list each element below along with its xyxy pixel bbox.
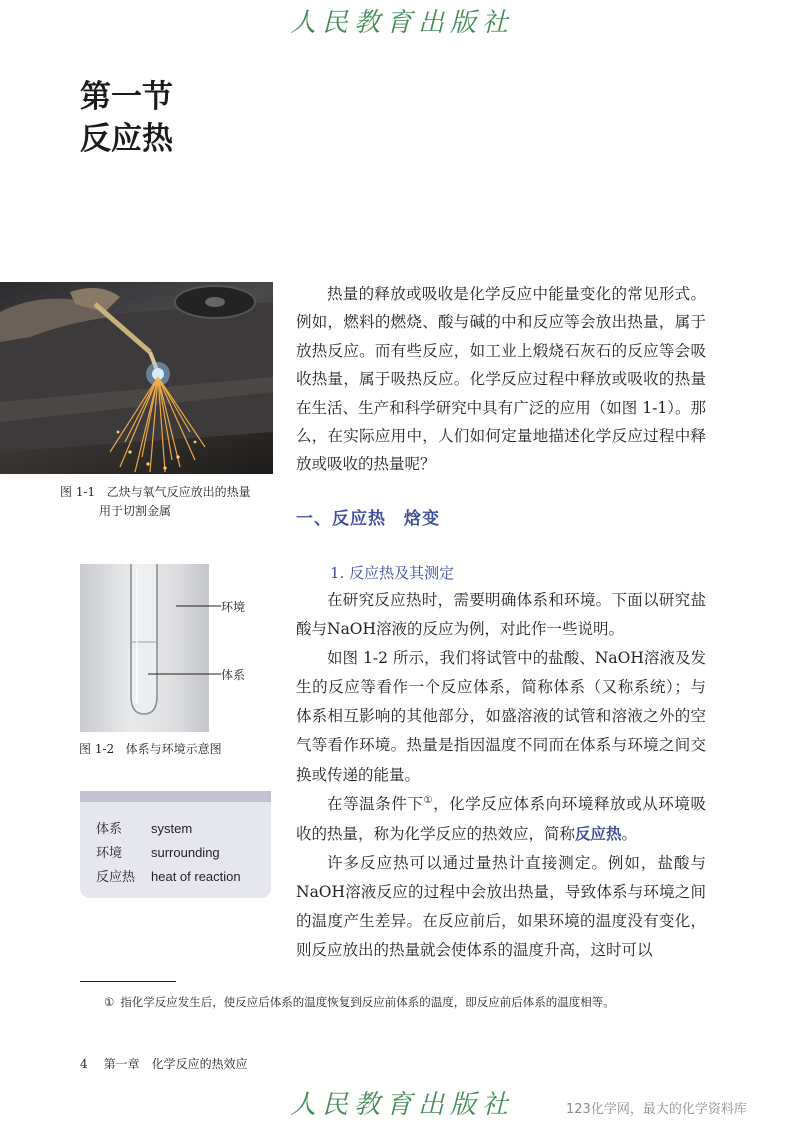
definition-text-b: ，化学反应体系向环境释放或从环境吸收的热量，称为化学反应的热效应，简称 bbox=[296, 794, 706, 843]
footnote-ref[interactable]: ① bbox=[423, 794, 434, 806]
body-paragraphs bbox=[296, 586, 706, 965]
tube-liquid bbox=[133, 642, 156, 713]
cutting-torch-illustration bbox=[0, 282, 273, 474]
glossary-term-cn: 环境 bbox=[96, 846, 123, 861]
figure-1-1-caption bbox=[60, 483, 270, 521]
glossary-row bbox=[96, 842, 220, 861]
site-watermark: 123化学网，最大的化学资料库 bbox=[566, 1102, 747, 1117]
definition-text-a: 在等温条件下 bbox=[327, 794, 424, 813]
glossary-term-cn: 反应热 bbox=[96, 870, 136, 885]
figure-1-1-photo bbox=[0, 282, 273, 474]
publisher-logo-bottom: 人民教育出版社 bbox=[290, 1090, 515, 1120]
figure-1-1-caption-line1: 乙炔与氧气反应放出的热量 bbox=[106, 485, 251, 499]
intro-paragraph: 热量的释放或吸收是化学反应中能量变化的常见形式。例如，燃料的燃烧、酸与碱的中和反应等会放出热量，属于放热反应。而有些反应，如工业上煅烧石灰石的反应等会吸收热量，属于吸热反应。化学反应过程中释放或吸收的热量在生活、生产和科学研究中具有广泛的应用（如图 1-1）。那么，在实际应用中，人们如何定量地描述化学反应过程中释放或吸收的热量呢？ bbox=[296, 285, 706, 474]
topic-heading: 1. 反应热及其测定 bbox=[330, 564, 455, 582]
section-name: 反应热 bbox=[80, 121, 173, 157]
glossary-row bbox=[96, 818, 192, 837]
section-title bbox=[80, 76, 173, 160]
section-number: 第一节 bbox=[80, 79, 173, 115]
chapter-number: 第一章 bbox=[103, 1057, 140, 1071]
page-number: 4 bbox=[80, 1057, 88, 1071]
figure-1-2-caption bbox=[79, 740, 269, 759]
glossary-term-cn: 体系 bbox=[96, 822, 123, 837]
label-system: 体系 bbox=[221, 668, 246, 682]
glossary-row bbox=[96, 866, 241, 885]
test-tube-illustration bbox=[80, 564, 209, 732]
leader-line-extensions bbox=[209, 564, 221, 732]
paragraph-figure-1-2: 如图 1-2 所示，我们将试管中的盐酸、NaOH溶液及发生的反应等看作一个反应体系，简称体系（又称系统）；与体系相互影响的其他部分，如盛溶液的试管和溶液之外的空气等看作环境。热量是指因温度不同而在体系与环境之间交换或传递的能量。 bbox=[296, 649, 706, 784]
label-environment: 环境 bbox=[221, 600, 246, 614]
figure-1-1-label: 图 1-1 bbox=[60, 485, 96, 499]
chapter-title: 化学反应的热效应 bbox=[151, 1057, 248, 1071]
glossary-box bbox=[80, 791, 271, 898]
glossary-term-en: surrounding bbox=[151, 845, 220, 860]
footnote-text: 指化学反应发生后，使反应后体系的温度恢复到反应前体系的温度，即反应前后体系的温度相等。 bbox=[120, 995, 615, 1009]
footnote-rule bbox=[80, 981, 176, 982]
keyword-heat-of-reaction: 反应热 bbox=[575, 823, 622, 843]
glossary-term-en: system bbox=[151, 821, 193, 836]
intro-paragraph-block bbox=[296, 280, 706, 479]
paragraph-system-environment: 在研究反应热时，需要明确体系和环境。下面以研究盐酸与NaOH溶液的反应为例，对此作一些说明。 bbox=[296, 591, 706, 639]
footnote bbox=[104, 994, 615, 1010]
subsection-heading: 一、反应热 焓变 bbox=[296, 509, 440, 529]
figure-1-2-caption-text: 体系与环境示意图 bbox=[125, 742, 222, 756]
glossary-term-en: heat of reaction bbox=[151, 869, 241, 884]
figure-1-2-photo bbox=[80, 564, 209, 732]
paragraph-heat-definition bbox=[296, 790, 706, 849]
figure-1-1-caption-line2: 用于切割金属 bbox=[99, 504, 172, 518]
definition-text-c: 。 bbox=[621, 824, 638, 843]
figure-1-2-label: 图 1-2 bbox=[79, 742, 115, 756]
paragraph-calorimeter: 许多反应热可以通过量热计直接测定。例如，盐酸与NaOH溶液反应的过程中会放出热量，导致体系与环境之间的温度产生差异。在反应前后，如果环境的温度没有变化，则反应放出的热量就会使体系的温度升高，这时可以 bbox=[296, 853, 706, 960]
page-footer bbox=[80, 1055, 248, 1072]
glossary-header-bar bbox=[80, 791, 271, 802]
footnote-mark: ① bbox=[104, 995, 115, 1009]
publisher-logo-top: 人民教育出版社 bbox=[290, 8, 515, 38]
